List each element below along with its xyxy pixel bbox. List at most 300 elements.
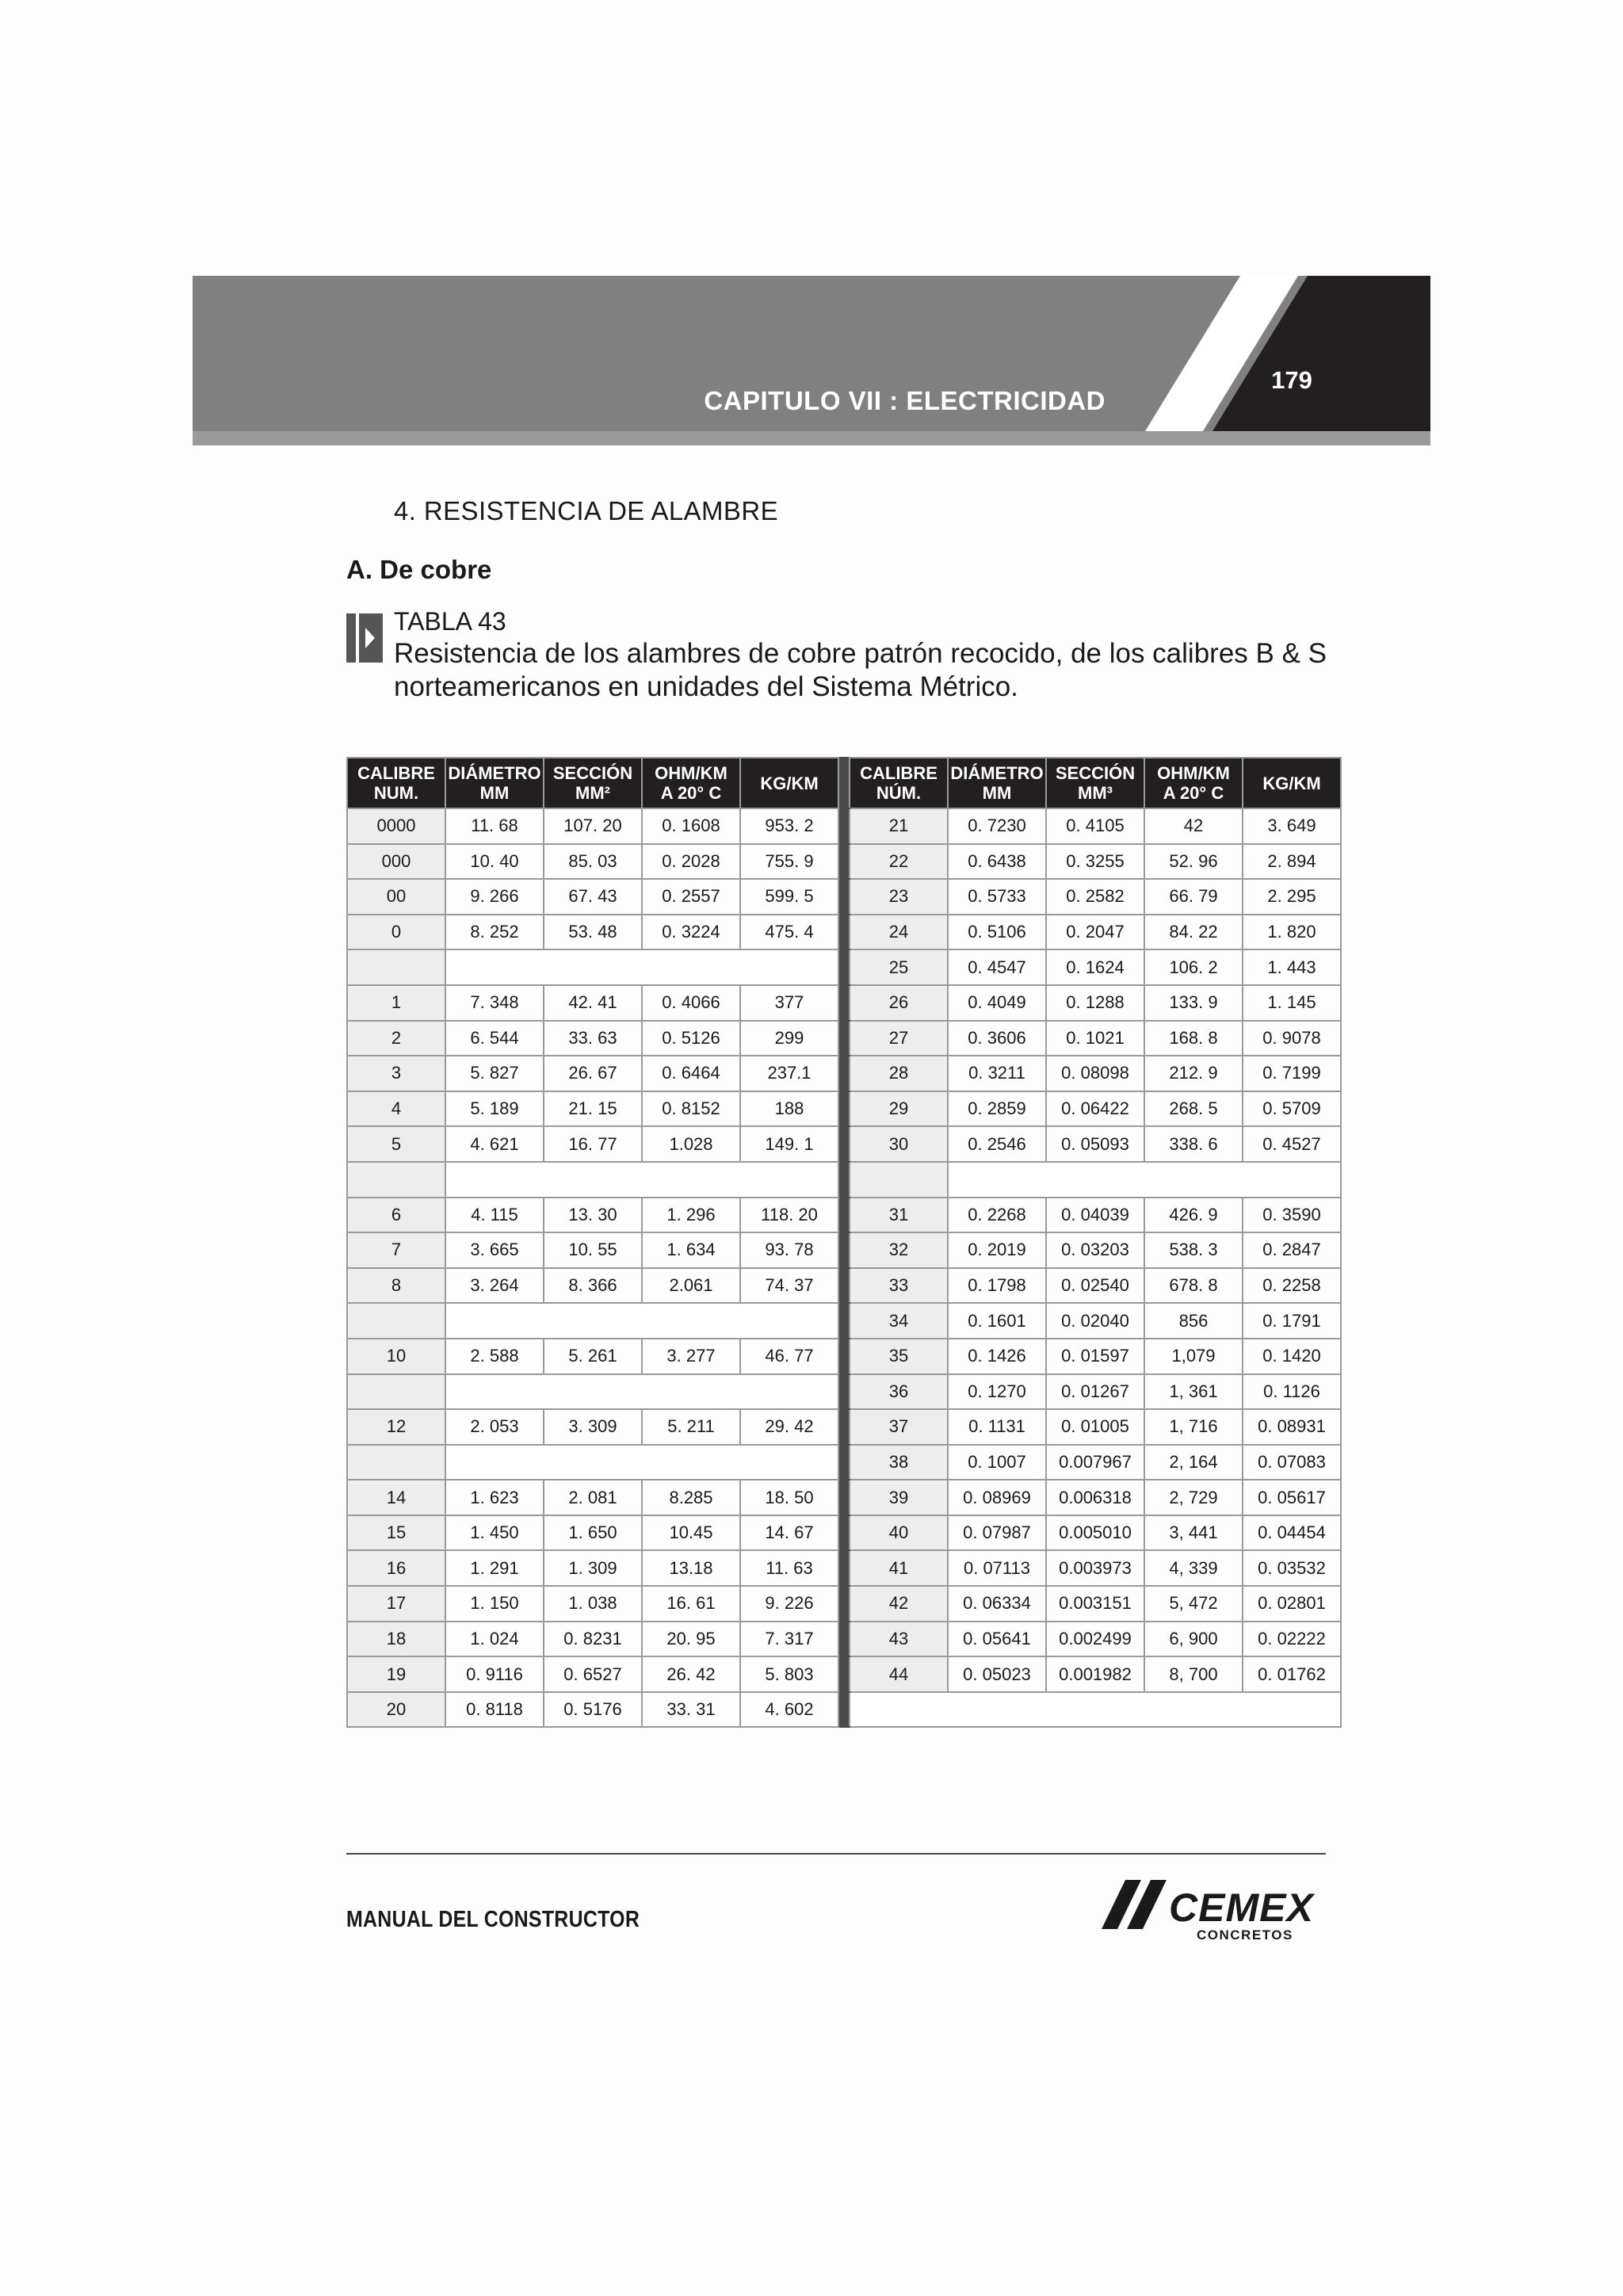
- left-gauge-cell: 7: [347, 1232, 445, 1268]
- header-line: A 20° C: [660, 783, 722, 803]
- right-gauge-cell: [850, 1162, 948, 1198]
- right-value-cell: 0. 1420: [1243, 1339, 1341, 1374]
- header-line: NÚM.: [876, 783, 922, 803]
- table-row: [347, 1056, 1341, 1091]
- left-value-cell: 13.18: [642, 1550, 740, 1586]
- right-value-cell: 0. 1270: [948, 1374, 1046, 1410]
- header-line: SECCIÓN: [1055, 763, 1136, 783]
- table-divider: [838, 915, 850, 950]
- right-value-cell: 42: [1144, 808, 1243, 844]
- left-value-cell: 5. 189: [445, 1091, 544, 1127]
- right-value-cell: 0. 08931: [1243, 1409, 1341, 1445]
- table-divider: [838, 758, 850, 808]
- right-value-cell: 0. 07113: [948, 1550, 1046, 1586]
- right-gauge-cell: 21: [850, 808, 948, 844]
- right-value-cell: 0. 4105: [1046, 808, 1144, 844]
- right-value-cell: 2. 295: [1243, 879, 1341, 915]
- left-value-cell: 26. 42: [642, 1656, 740, 1692]
- left-value-cell: 4. 115: [445, 1198, 544, 1233]
- left-value-cell: 0. 2557: [642, 879, 740, 915]
- left-value-cell: 0. 8152: [642, 1091, 740, 1127]
- left-gauge-cell: [347, 1445, 445, 1480]
- left-gauge-cell: 2: [347, 1021, 445, 1056]
- right-column-header: [850, 758, 948, 808]
- left-value-cell: 1. 038: [544, 1586, 642, 1622]
- left-value-cell: 16. 61: [642, 1586, 740, 1622]
- table-divider: [838, 1162, 850, 1198]
- header-line: MM: [479, 783, 510, 803]
- table-divider: [838, 1198, 850, 1233]
- right-value-cell: 0. 1798: [948, 1268, 1046, 1304]
- right-value-cell: 0. 4527: [1243, 1126, 1341, 1162]
- left-gauge-cell: 18: [347, 1622, 445, 1657]
- right-value-cell: 0. 07987: [948, 1515, 1046, 1551]
- right-value-cell: 2, 164: [1144, 1445, 1243, 1480]
- left-spacer-cell: [445, 949, 838, 985]
- page-number: 179: [1271, 366, 1312, 394]
- left-value-cell: 1. 634: [642, 1232, 740, 1268]
- table-row: [347, 1656, 1341, 1692]
- footer-title: MANUAL DEL CONSTRUCTOR: [346, 1907, 640, 1932]
- left-value-cell: 14. 67: [740, 1515, 838, 1551]
- left-value-cell: 1. 450: [445, 1515, 544, 1551]
- right-value-cell: 0. 02222: [1243, 1622, 1341, 1657]
- right-value-cell: 0.005010: [1046, 1515, 1144, 1551]
- table-row: [347, 1126, 1341, 1162]
- header-stripes-graphic: [193, 276, 1430, 445]
- right-gauge-cell: 22: [850, 844, 948, 880]
- table-divider: [838, 1515, 850, 1551]
- right-gauge-cell: 40: [850, 1515, 948, 1551]
- right-value-cell: 0. 05641: [948, 1622, 1046, 1657]
- right-value-cell: 0. 1288: [1046, 985, 1144, 1021]
- left-value-cell: 188: [740, 1091, 838, 1127]
- right-value-cell: 0.007967: [1046, 1445, 1144, 1480]
- logo-subtitle: CONCRETOS: [1197, 1927, 1293, 1943]
- left-value-cell: 46. 77: [740, 1339, 838, 1374]
- table-row: [347, 879, 1341, 915]
- right-value-cell: 0. 3255: [1046, 844, 1144, 880]
- right-value-cell: 0.003973: [1046, 1550, 1144, 1586]
- table-divider: [838, 1303, 850, 1339]
- header-line: A 20° C: [1163, 783, 1224, 803]
- right-gauge-cell: 29: [850, 1091, 948, 1127]
- header-line: DIÁMETRO: [448, 763, 541, 783]
- table-row: [347, 1480, 1341, 1515]
- table-divider: [838, 1692, 850, 1728]
- right-gauge-cell: 34: [850, 1303, 948, 1339]
- right-value-cell: 0. 9078: [1243, 1021, 1341, 1056]
- right-value-cell: 0. 08098: [1046, 1056, 1144, 1091]
- right-value-cell: 0. 05093: [1046, 1126, 1144, 1162]
- right-gauge-cell: 33: [850, 1268, 948, 1304]
- right-value-cell: 0. 4049: [948, 985, 1046, 1021]
- right-value-cell: 8, 700: [1144, 1656, 1243, 1692]
- right-value-cell: 5, 472: [1144, 1586, 1243, 1622]
- left-value-cell: 0. 5126: [642, 1021, 740, 1056]
- right-value-cell: 0. 6438: [948, 844, 1046, 880]
- left-value-cell: 16. 77: [544, 1126, 642, 1162]
- header-line: MM³: [1078, 783, 1113, 803]
- right-gauge-cell: 28: [850, 1056, 948, 1091]
- right-value-cell: 4, 339: [1144, 1550, 1243, 1586]
- logo-word: CEMEX: [1169, 1885, 1314, 1930]
- header-line: DIÁMETRO: [950, 763, 1044, 783]
- left-value-cell: 1. 150: [445, 1586, 544, 1622]
- right-value-cell: 0. 1126: [1243, 1374, 1341, 1410]
- left-value-cell: 85. 03: [544, 844, 642, 880]
- right-value-cell: 0. 1426: [948, 1339, 1046, 1374]
- right-value-cell: 1, 716: [1144, 1409, 1243, 1445]
- right-value-cell: 538. 3: [1144, 1232, 1243, 1268]
- header-line: KG/KM: [760, 773, 819, 793]
- right-value-cell: 0.001982: [1046, 1656, 1144, 1692]
- left-value-cell: 67. 43: [544, 879, 642, 915]
- table-row: [347, 1091, 1341, 1127]
- left-gauge-cell: 17: [347, 1586, 445, 1622]
- left-value-cell: 0. 1608: [642, 808, 740, 844]
- right-value-cell: 0. 1791: [1243, 1303, 1341, 1339]
- subsection-heading: A. De cobre: [346, 555, 492, 584]
- left-gauge-cell: 8: [347, 1268, 445, 1304]
- left-value-cell: 10.45: [642, 1515, 740, 1551]
- table-row: [347, 1198, 1341, 1233]
- right-value-cell: 338. 6: [1144, 1126, 1243, 1162]
- left-gauge-cell: [347, 1162, 445, 1198]
- left-gauge-cell: 1: [347, 985, 445, 1021]
- left-value-cell: 18. 50: [740, 1480, 838, 1515]
- left-value-cell: 93. 78: [740, 1232, 838, 1268]
- table-label: TABLA 43: [394, 607, 506, 636]
- left-value-cell: 10. 55: [544, 1232, 642, 1268]
- right-value-cell: 66. 79: [1144, 879, 1243, 915]
- left-value-cell: 3. 665: [445, 1232, 544, 1268]
- left-value-cell: 2. 588: [445, 1339, 544, 1374]
- left-value-cell: 3. 309: [544, 1409, 642, 1445]
- left-value-cell: 1. 309: [544, 1550, 642, 1586]
- header-line: MM: [982, 783, 1012, 803]
- left-gauge-cell: 3: [347, 1056, 445, 1091]
- right-value-cell: 0. 02040: [1046, 1303, 1144, 1339]
- header-line: MM²: [575, 783, 610, 803]
- left-gauge-cell: 12: [347, 1409, 445, 1445]
- table-divider: [838, 1339, 850, 1374]
- right-value-cell: 0. 1601: [948, 1303, 1046, 1339]
- left-value-cell: 1. 296: [642, 1198, 740, 1233]
- right-value-cell: 106. 2: [1144, 949, 1243, 985]
- left-value-cell: 3. 277: [642, 1339, 740, 1374]
- right-value-cell: 0. 01762: [1243, 1656, 1341, 1692]
- left-value-cell: 2.061: [642, 1268, 740, 1304]
- right-value-cell: 0.003151: [1046, 1586, 1144, 1622]
- right-value-cell: 0. 2268: [948, 1198, 1046, 1233]
- left-gauge-cell: 4: [347, 1091, 445, 1127]
- left-column-header: [347, 758, 445, 808]
- right-gauge-cell: 23: [850, 879, 948, 915]
- right-gauge-cell: 44: [850, 1656, 948, 1692]
- right-value-cell: 1. 145: [1243, 985, 1341, 1021]
- right-value-cell: 0. 07083: [1243, 1445, 1341, 1480]
- left-value-cell: 0. 2028: [642, 844, 740, 880]
- left-value-cell: 599. 5: [740, 879, 838, 915]
- right-value-cell: 0. 5709: [1243, 1091, 1341, 1127]
- right-gauge-cell: 41: [850, 1550, 948, 1586]
- right-value-cell: 0. 01005: [1046, 1409, 1144, 1445]
- table-row: [347, 1374, 1341, 1410]
- right-value-cell: 0. 04454: [1243, 1515, 1341, 1551]
- right-value-cell: 1,079: [1144, 1339, 1243, 1374]
- header-line: CALIBRE: [357, 763, 435, 783]
- left-value-cell: 1.028: [642, 1126, 740, 1162]
- left-gauge-cell: 0000: [347, 808, 445, 844]
- left-gauge-cell: 00: [347, 879, 445, 915]
- left-value-cell: 2. 081: [544, 1480, 642, 1515]
- left-value-cell: 5. 211: [642, 1409, 740, 1445]
- left-spacer-cell: [445, 1162, 838, 1198]
- right-value-cell: 0. 2847: [1243, 1232, 1341, 1268]
- left-value-cell: 11. 68: [445, 808, 544, 844]
- table-divider: [838, 1091, 850, 1127]
- chapter-header-band: [193, 276, 1430, 445]
- left-gauge-cell: 000: [347, 844, 445, 880]
- left-value-cell: 29. 42: [740, 1409, 838, 1445]
- right-value-cell: 2, 729: [1144, 1480, 1243, 1515]
- right-empty-cell: [850, 1692, 1341, 1728]
- right-gauge-cell: 27: [850, 1021, 948, 1056]
- table-divider: [838, 1656, 850, 1692]
- right-value-cell: 0.006318: [1046, 1480, 1144, 1515]
- right-value-cell: 84. 22: [1144, 915, 1243, 950]
- table-row: [347, 808, 1341, 844]
- right-gauge-cell: 25: [850, 949, 948, 985]
- left-value-cell: 2. 053: [445, 1409, 544, 1445]
- table-row: [347, 1445, 1341, 1480]
- left-value-cell: 1. 291: [445, 1550, 544, 1586]
- left-column-header: [445, 758, 544, 808]
- left-value-cell: 4. 621: [445, 1126, 544, 1162]
- table-row: [347, 1409, 1341, 1445]
- table-divider: [838, 1056, 850, 1091]
- table-row: [347, 985, 1341, 1021]
- right-column-header: [948, 758, 1046, 808]
- right-value-cell: 3. 649: [1243, 808, 1341, 844]
- header-line: NUM.: [373, 783, 419, 803]
- table-row: [347, 915, 1341, 950]
- right-value-cell: 0. 05617: [1243, 1480, 1341, 1515]
- table-divider: [838, 808, 850, 844]
- right-column-header: [1243, 758, 1341, 808]
- left-value-cell: 755. 9: [740, 844, 838, 880]
- left-value-cell: 0. 3224: [642, 915, 740, 950]
- table-row: [347, 844, 1341, 880]
- left-value-cell: 4. 602: [740, 1692, 838, 1728]
- right-value-cell: 0.002499: [1046, 1622, 1144, 1657]
- left-value-cell: 8. 366: [544, 1268, 642, 1304]
- table-divider: [838, 1374, 850, 1410]
- right-value-cell: 0. 3606: [948, 1021, 1046, 1056]
- left-gauge-cell: [347, 1303, 445, 1339]
- right-value-cell: 0. 03532: [1243, 1550, 1341, 1586]
- right-column-header: [1046, 758, 1144, 808]
- table-row: [347, 1268, 1341, 1304]
- right-value-cell: 0. 06334: [948, 1586, 1046, 1622]
- right-value-cell: 0. 03203: [1046, 1232, 1144, 1268]
- right-value-cell: 0. 3590: [1243, 1198, 1341, 1233]
- right-value-cell: 678. 8: [1144, 1268, 1243, 1304]
- table-row: [347, 1303, 1341, 1339]
- header-line: OHM/KM: [655, 763, 727, 783]
- left-value-cell: 26. 67: [544, 1056, 642, 1091]
- right-value-cell: 0. 5733: [948, 879, 1046, 915]
- left-value-cell: 9. 266: [445, 879, 544, 915]
- table-row: [347, 1021, 1341, 1056]
- right-value-cell: 0. 06422: [1046, 1091, 1144, 1127]
- right-gauge-cell: 42: [850, 1586, 948, 1622]
- right-value-cell: 2. 894: [1243, 844, 1341, 880]
- header-bottom-strip: [193, 431, 1430, 445]
- footer-rule: [346, 1853, 1326, 1855]
- right-value-cell: 856: [1144, 1303, 1243, 1339]
- left-value-cell: 8.285: [642, 1480, 740, 1515]
- right-gauge-cell: 35: [850, 1339, 948, 1374]
- left-value-cell: 5. 827: [445, 1056, 544, 1091]
- left-value-cell: 299: [740, 1021, 838, 1056]
- left-value-cell: 20. 95: [642, 1622, 740, 1657]
- right-value-cell: 0. 05023: [948, 1656, 1046, 1692]
- table-divider: [838, 1445, 850, 1480]
- left-value-cell: 953. 2: [740, 808, 838, 844]
- left-value-cell: 149. 1: [740, 1126, 838, 1162]
- table-divider: [838, 844, 850, 880]
- right-value-cell: 0. 5106: [948, 915, 1046, 950]
- header-line: OHM/KM: [1157, 763, 1230, 783]
- left-column-header: [740, 758, 838, 808]
- right-value-cell: 0. 2258: [1243, 1268, 1341, 1304]
- right-value-cell: 0. 7199: [1243, 1056, 1341, 1091]
- left-value-cell: 0. 6464: [642, 1056, 740, 1091]
- table-caption: Resistencia de los alambres de cobre patrón recocido, de los calibres B & S norteamericanos en unidades del Sistema Métrico.: [394, 638, 1327, 702]
- table-header-row: [347, 758, 1341, 808]
- left-value-cell: 11. 63: [740, 1550, 838, 1586]
- left-value-cell: 0. 6527: [544, 1656, 642, 1692]
- section-heading: 4. RESISTENCIA DE ALAMBRE: [394, 496, 778, 525]
- left-gauge-cell: 5: [347, 1126, 445, 1162]
- right-gauge-cell: 30: [850, 1126, 948, 1162]
- right-value-cell: 426. 9: [1144, 1198, 1243, 1233]
- table-row: [347, 949, 1341, 985]
- left-value-cell: 1. 650: [544, 1515, 642, 1551]
- left-value-cell: 118. 20: [740, 1198, 838, 1233]
- chapter-title: CAPITULO VII : ELECTRICIDAD: [704, 386, 1106, 415]
- right-gauge-cell: 39: [850, 1480, 948, 1515]
- table-divider: [838, 1480, 850, 1515]
- right-value-cell: 0. 02801: [1243, 1586, 1341, 1622]
- left-value-cell: 9. 226: [740, 1586, 838, 1622]
- right-value-cell: 1, 361: [1144, 1374, 1243, 1410]
- right-gauge-cell: 36: [850, 1374, 948, 1410]
- table-divider: [838, 1409, 850, 1445]
- header-line: SECCIÓN: [552, 763, 633, 783]
- left-gauge-cell: 6: [347, 1198, 445, 1233]
- table-row: [347, 1692, 1341, 1728]
- left-gauge-cell: 20: [347, 1692, 445, 1728]
- left-spacer-cell: [445, 1445, 838, 1480]
- right-gauge-cell: 43: [850, 1622, 948, 1657]
- table-divider: [838, 1268, 850, 1304]
- left-value-cell: 0. 4066: [642, 985, 740, 1021]
- left-value-cell: 10. 40: [445, 844, 544, 880]
- left-column-header: [544, 758, 642, 808]
- table-divider: [838, 1021, 850, 1056]
- right-value-cell: 0. 08969: [948, 1480, 1046, 1515]
- left-value-cell: 377: [740, 985, 838, 1021]
- right-gauge-cell: 31: [850, 1198, 948, 1233]
- left-value-cell: 0. 8118: [445, 1692, 544, 1728]
- right-value-cell: 52. 96: [1144, 844, 1243, 880]
- right-value-cell: 0. 2047: [1046, 915, 1144, 950]
- right-value-cell: 0. 04039: [1046, 1198, 1144, 1233]
- table-divider: [838, 949, 850, 985]
- left-value-cell: 74. 37: [740, 1268, 838, 1304]
- right-value-cell: 0. 1131: [948, 1409, 1046, 1445]
- table-divider: [838, 1232, 850, 1268]
- right-value-cell: 0. 2582: [1046, 879, 1144, 915]
- right-value-cell: 268. 5: [1144, 1091, 1243, 1127]
- wire-resistance-table: [346, 757, 1342, 1728]
- table-divider: [838, 985, 850, 1021]
- left-gauge-cell: 19: [347, 1656, 445, 1692]
- left-value-cell: 475. 4: [740, 915, 838, 950]
- left-gauge-cell: 16: [347, 1550, 445, 1586]
- left-gauge-cell: 14: [347, 1480, 445, 1515]
- table-row: [347, 1339, 1341, 1374]
- left-value-cell: 42. 41: [544, 985, 642, 1021]
- left-value-cell: 3. 264: [445, 1268, 544, 1304]
- left-value-cell: 21. 15: [544, 1091, 642, 1127]
- table-row: [347, 1550, 1341, 1586]
- left-value-cell: 13. 30: [544, 1198, 642, 1233]
- table-row: [347, 1586, 1341, 1622]
- right-column-header: [1144, 758, 1243, 808]
- right-value-cell: 168. 8: [1144, 1021, 1243, 1056]
- left-value-cell: 53. 48: [544, 915, 642, 950]
- left-value-cell: 1. 024: [445, 1622, 544, 1657]
- right-value-cell: 212. 9: [1144, 1056, 1243, 1091]
- right-value-cell: 0. 1624: [1046, 949, 1144, 985]
- table-divider: [838, 1586, 850, 1622]
- left-column-header: [642, 758, 740, 808]
- left-spacer-cell: [445, 1303, 838, 1339]
- right-value-cell: 0. 2546: [948, 1126, 1046, 1162]
- right-gauge-cell: 38: [850, 1445, 948, 1480]
- left-value-cell: 5. 261: [544, 1339, 642, 1374]
- right-value-cell: 1. 443: [1243, 949, 1341, 985]
- left-gauge-cell: [347, 949, 445, 985]
- left-gauge-cell: [347, 1374, 445, 1410]
- table-row: [347, 1622, 1341, 1657]
- right-value-cell: 0. 01267: [1046, 1374, 1144, 1410]
- right-value-cell: 0. 1021: [1046, 1021, 1144, 1056]
- left-value-cell: 107. 20: [544, 808, 642, 844]
- left-value-cell: 237.1: [740, 1056, 838, 1091]
- right-gauge-cell: 26: [850, 985, 948, 1021]
- table-row: [347, 1162, 1341, 1198]
- left-value-cell: 0. 8231: [544, 1622, 642, 1657]
- left-value-cell: 7. 348: [445, 985, 544, 1021]
- table-divider: [838, 1622, 850, 1657]
- left-value-cell: 0. 9116: [445, 1656, 544, 1692]
- table-divider: [838, 879, 850, 915]
